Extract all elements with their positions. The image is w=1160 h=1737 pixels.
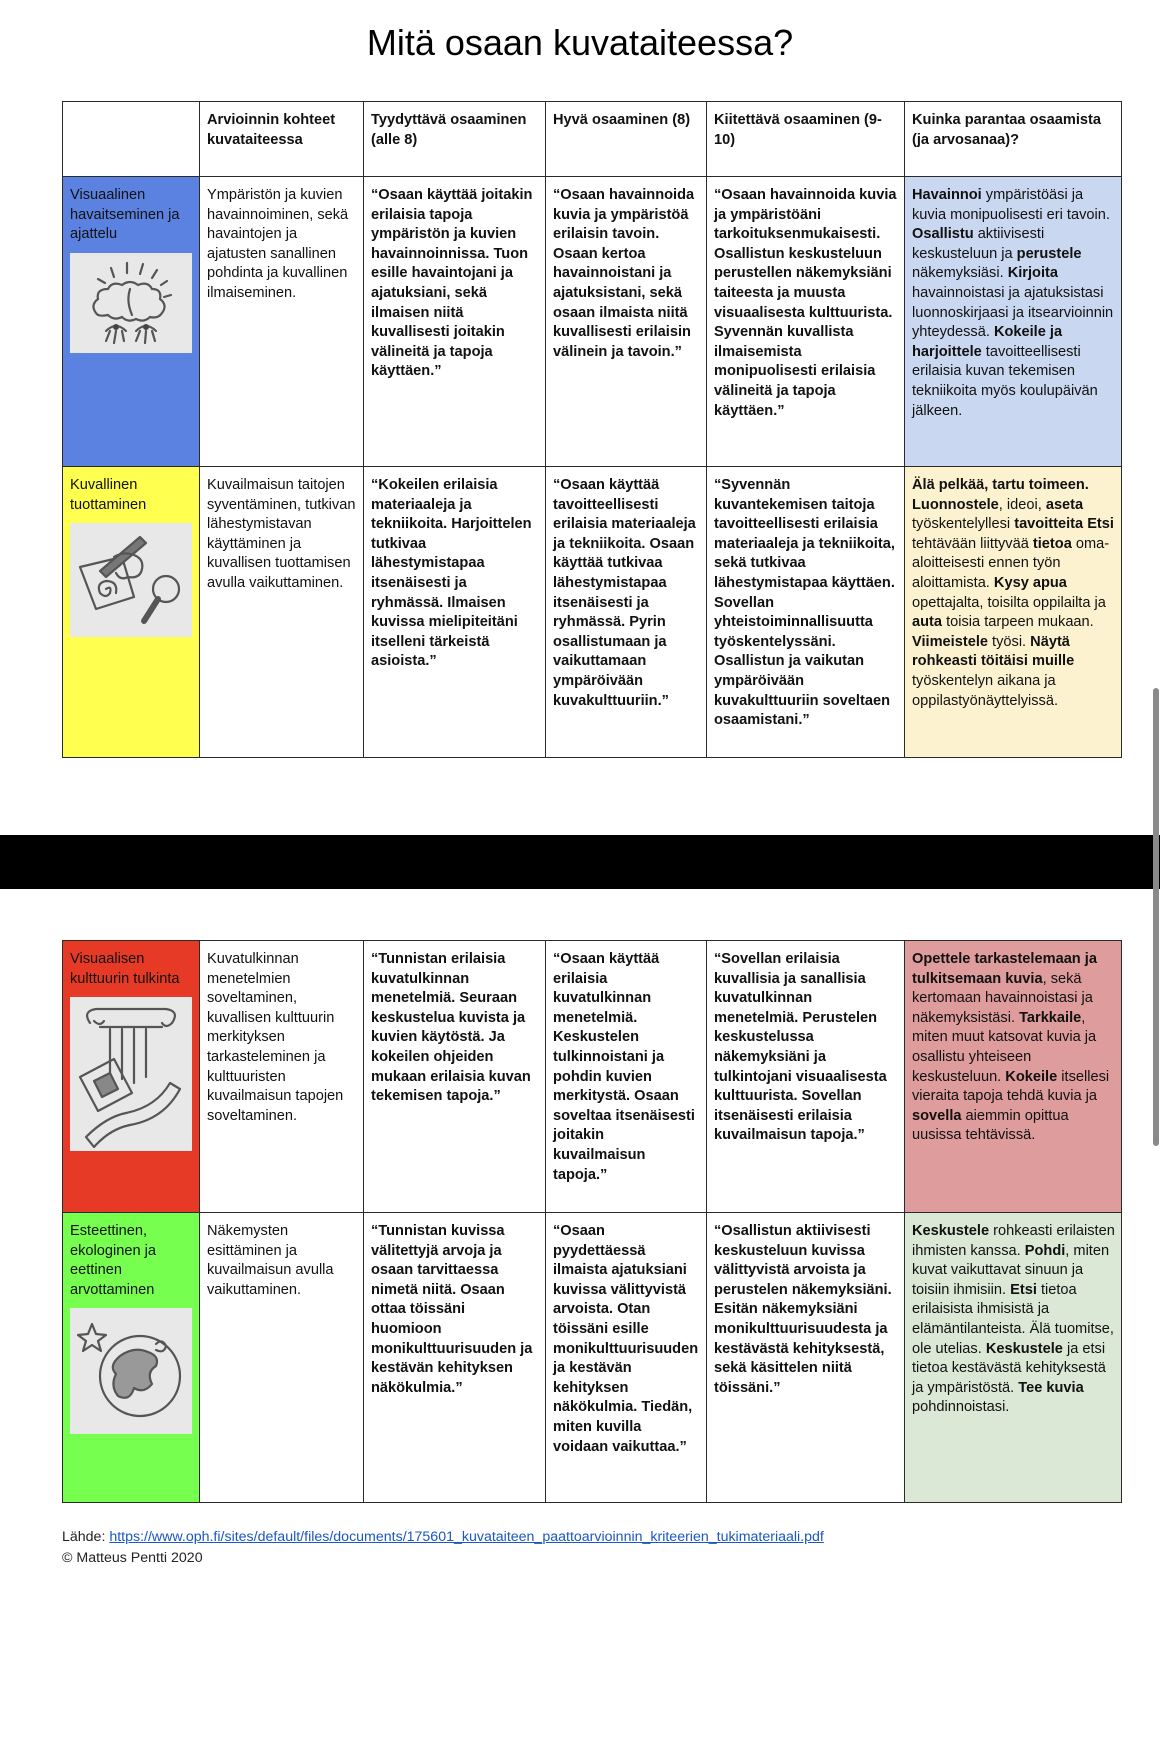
table-row <box>63 467 1122 758</box>
source-label: Lähde: <box>62 1529 110 1545</box>
area-label: Esteettinen, ekologinen ja eettinen arvottaminen <box>70 1223 157 1298</box>
area-label: Visuaalisen kulttuurin tulkinta <box>70 951 180 987</box>
page-title: Mitä osaan kuvataiteessa? <box>366 22 794 63</box>
assessment-target: Kuvatulkinnan menetelmien soveltaminen, kuvallisen kulttuurin merkityksen tarkasteleminen ja kulttuuristen kuvailmaisun tapojen soveltaminen. <box>200 941 364 1213</box>
rubric-table-top <box>62 101 1122 758</box>
copyright: © Matteus Pentti 2020 <box>62 1550 203 1566</box>
page-break-band <box>0 835 1160 889</box>
table-header-row <box>63 102 1122 177</box>
table-row <box>63 177 1122 467</box>
brain-eyes-icon <box>70 253 192 353</box>
footer <box>62 1527 824 1569</box>
header-satisfactory: Tyydyttävä osaaminen (alle 8) <box>364 102 546 177</box>
satisfactory-criteria: “Osaan käyttää joitakin erilaisia tapoja ympäristön ja kuvien havainnoinnissa. Tuon esille havaintojani ja ajatuksiani, sekä ilmaisen niitä kuvallisesti joitakin välineitä ja tapoja käyttäen.” <box>364 177 546 467</box>
globe-star-icon <box>70 1308 192 1434</box>
area-cell <box>63 941 200 1213</box>
good-criteria: “Osaan käyttää tavoitteellisesti erilaisia materiaaleja ja tekniikoita. Osaan käyttää tutkivaa lähestymistapaa itsenäisesti ja ryhmässä. Pyrin osallistumaan ja vaikuttamaan ympäröivään kuvakulttuuriin.” <box>546 467 707 758</box>
good-criteria: “Osaan käyttää erilaisia kuvatulkinnan menetelmiä. Keskustelen tulkinnoistani ja pohdin kuvien merkitystä. Osaan soveltaa itsenäisesti joitakin kuvailmaisun tapoja.” <box>546 941 707 1213</box>
area-cell <box>63 467 200 758</box>
satisfactory-criteria: “Tunnistan erilaisia kuvatulkinnan menetelmiä. Seuraan keskustelua kuvista ja kuvien käytöstä. Ja kokeilen ohjeiden mukaan erilaisia kuvan tekemisen tapoja.” <box>364 941 546 1213</box>
assessment-target: Kuvailmaisun taitojen syventäminen, tutkivan lähestymistavan käyttäminen ja kuvallisen tuottamisen avulla vaikuttaminen. <box>200 467 364 758</box>
improvement-tips: Opettele tarkastelemaan ja tulkitsemaan kuvia, sekä kertomaan havainnoistasi ja näkemyksistäsi. Tarkkaile, miten muut katsovat kuvia ja osallistu yhteiseen keskusteluun. Kokeile itsellesi vieraita tapoja tehdä kuvia ja sovella aiemmin opittua uusissa tehtävissä. <box>905 941 1122 1213</box>
header-assessment-targets: Arvioinnin kohteet kuvataiteessa <box>200 102 364 177</box>
satisfactory-criteria: “Tunnistan kuvissa välitettyjä arvoja ja osaan tarvittaessa nimetä niitä. Osaan ottaa töissäni huomioon monikulttuurisuuden ja kestävän kehityksen näkökulmia.” <box>364 1213 546 1503</box>
source-link[interactable]: https://www.oph.fi/sites/default/files/documents/175601_kuvataiteen_paattoarvioinnin_kriteerien_tukimateriaali.pdf <box>109 1529 824 1545</box>
vertical-scrollbar[interactable] <box>1153 688 1159 1146</box>
assessment-target: Ympäristön ja kuvien havainnoiminen, sekä havaintojen ja ajatusten sanallinen pohdinta ja kuvallinen ilmaiseminen. <box>200 177 364 467</box>
good-criteria: “Osaan havainnoida kuvia ja ympäristöä erilaisin tavoin. Osaan kertoa havainnoistani ja ajatuksistani, sekä osaan ilmaista niitä kuvallisesti erilaisin välinein ja tavoin.” <box>546 177 707 467</box>
excellent-criteria: “Sovellan erilaisia kuvallisia ja sanallisia kuvatulkinnan menetelmiä. Perustelen keskustelussa näkemyksiäni ja tulkintojani visuaalisesta kulttuurista. Sovellan itsenäisesti erilaisia kuvailmaisun tapoja.” <box>707 941 905 1213</box>
source-line <box>62 1527 824 1548</box>
header-excellent: Kiitettävä osaaminen (9-10) <box>707 102 905 177</box>
header-how-to-improve: Kuinka parantaa osaamista (ja arvosanaa)? <box>905 102 1122 177</box>
assessment-target: Näkemysten esittäminen ja kuvailmaisun avulla vaikuttaminen. <box>200 1213 364 1503</box>
area-cell <box>63 177 200 467</box>
table-row <box>63 1213 1122 1503</box>
satisfactory-criteria: “Kokeilen erilaisia materiaaleja ja tekniikoita. Harjoittelen tutkivaa lähestymistapaa itsenäisesti ja ryhmässä. Ilmaisen kuvissa mielipiteitäni itselleni tärkeistä asioista.” <box>364 467 546 758</box>
header-good: Hyvä osaaminen (8) <box>546 102 707 177</box>
area-label: Kuvallinen tuottaminen <box>70 477 147 513</box>
excellent-criteria: “Syvennän kuvantekemisen taitoja tavoitteellisesti erilaisia materiaaleja ja tekniikoita, sekä tutkivaa lähestymistapaa käyttäen. Sovellan yhteistoiminnallisuutta työskentelyssäni. Osallistun ja vaikutan ympäröivään kuvakulttuuriin soveltaen osaamistani.” <box>707 467 905 758</box>
table-row <box>63 941 1122 1213</box>
drawing-hand-magnifier-icon <box>70 523 192 637</box>
improvement-tips: Keskustele rohkeasti erilaisten ihmisten kanssa. Pohdi, miten kuvat vaikuttavat sinuun ja toisiin ihmisiin. Etsi tietoa erilaisista ihmisistä ja elämäntilanteista. Älä tuomitse, ole utelias. Keskustele ja etsi tietoa kestävästä kehityksestä ja ympäristöstä. Tee kuvia pohdinnoistasi. <box>905 1213 1122 1503</box>
improvement-tips: Älä pelkää, tartu toimeen. Luonnostele, ideoi, aseta työskentelyllesi tavoitteita Etsi tehtävään liittyvää tietoa oma-aloitteisesti ennen työn aloittamista. Kysy apua opettajalta, toisilta oppilailta ja auta toisia tarpeen mukaan. Viimeistele työsi. Näytä rohkeasti töitäisi muille työskentelyn aikana ja oppilastyönäyttelyissä. <box>905 467 1122 758</box>
area-cell <box>63 1213 200 1503</box>
good-criteria: “Osaan pyydettäessä ilmaista ajatuksiani kuvissa välittyvistä arvoista. Otan töissäni esille monikulttuurisuuden ja kestävän kehityksen näkökulmia. Tiedän, miten kuvilla voidaan vaikuttaa.” <box>546 1213 707 1503</box>
rubric-table-bottom <box>62 940 1122 1503</box>
improvement-tips: Havainnoi ympäristöäsi ja kuvia monipuolisesti eri tavoin. Osallistu aktiivisesti keskusteluun ja perustele näkemyksiäsi. Kirjoita havainnoistasi ja ajatuksistasi luonnoskirjaasi ja itsearvioinnin yhteydessä. Kokeile ja harjoittele tavoitteellisesti erilaisia kuvan tekemisen tekniikoita myös koulupäivän jälkeen. <box>905 177 1122 467</box>
column-film-icon <box>70 997 192 1151</box>
area-label: Visuaalinen havaitseminen ja ajattelu <box>70 187 180 243</box>
header-empty <box>63 102 200 177</box>
excellent-criteria: “Osaan havainnoida kuvia ja ympäristöäni tarkoituksenmukaisesti. Osallistun keskusteluun perustellen näkemyksiäni taiteesta ja muusta visuaalisesta kulttuurista. Syvennän kuvallista ilmaisemista monipuolisesti erilaisia välineitä ja tapoja käyttäen.” <box>707 177 905 467</box>
excellent-criteria: “Osallistun aktiivisesti keskusteluun kuvissa välittyvistä arvoista ja perustelen näkemyksiäni. Esitän näkemyksiäni monikulttuurisuudesta ja kestävästä kehityksestä, sekä käsittelen niitä töissäni.” <box>707 1213 905 1503</box>
